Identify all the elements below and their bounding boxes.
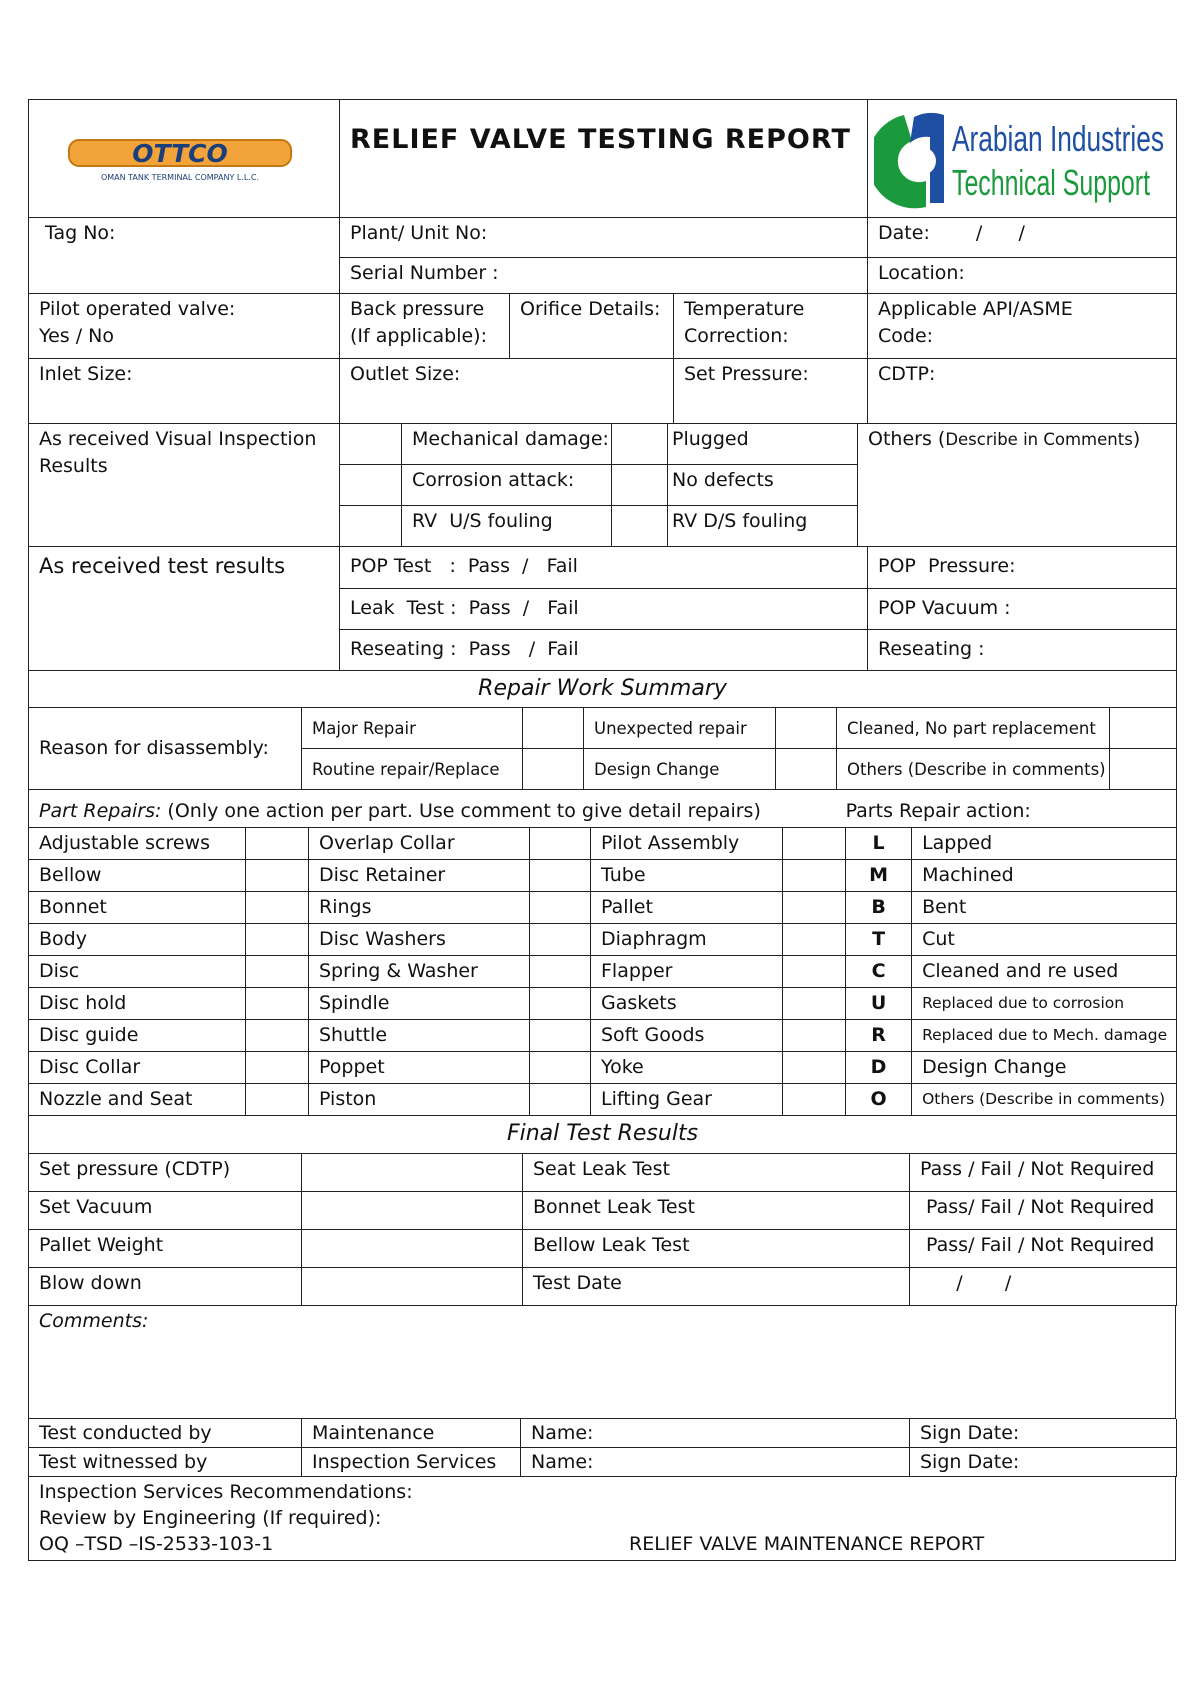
part-repairs-header-title: Part Repairs:	[39, 800, 162, 822]
back-pressure-label: Back pressure	[350, 297, 485, 320]
report-name-footer: RELIEF VALVE MAINTENANCE REPORT	[629, 1533, 985, 1555]
part-name-col3: Lifting Gear	[591, 1084, 783, 1116]
ottco-logo	[29, 100, 340, 218]
repair-summary-table	[28, 671, 1177, 791]
part-checkbox-col3[interactable]	[783, 1052, 846, 1084]
unexpected-repair-label: Unexpected repair	[584, 708, 776, 749]
part-checkbox-col1[interactable]	[246, 860, 309, 892]
action-label: Lapped	[912, 828, 1177, 860]
ottco-logo-subtext: OMAN TANK TERMINAL COMPANY L.L.C.	[100, 172, 260, 182]
part-checkbox-col1[interactable]	[246, 892, 309, 924]
action-label: Replaced due to corrosion	[912, 988, 1177, 1020]
doc-code: OQ –TSD –IS-2533-103-1	[39, 1533, 274, 1555]
signoff-table	[28, 1419, 1177, 1477]
final-test-value-field[interactable]	[302, 1153, 523, 1191]
others-close: )	[1132, 427, 1141, 450]
major-repair-label: Major Repair	[302, 708, 523, 749]
part-name-col3: Diaphragm	[591, 924, 783, 956]
ais-logo-line1: Arabian Industries	[952, 117, 1164, 159]
part-name-col1: Disc hold	[29, 988, 246, 1020]
part-checkbox-col1[interactable]	[246, 988, 309, 1020]
part-name-col2: Disc Retainer	[309, 860, 530, 892]
part-repair-row	[29, 892, 1177, 924]
part-name-col3: Gaskets	[591, 988, 783, 1020]
visual-inspection-label-1: As received Visual Inspection	[39, 427, 317, 450]
part-name-col1: Disc	[29, 956, 246, 988]
final-test-value-field[interactable]	[302, 1267, 523, 1305]
inlet-size-label: Inlet Size:	[39, 362, 133, 385]
part-checkbox-col1[interactable]	[246, 924, 309, 956]
header-table	[28, 99, 1177, 218]
action-label: Others (Describe in comments)	[912, 1084, 1177, 1116]
inlet-size-field[interactable]	[29, 358, 340, 423]
inspection-services-label: Inspection Services	[302, 1448, 521, 1477]
part-checkbox-col3[interactable]	[783, 956, 846, 988]
final-test-name: Seat Leak Test	[523, 1153, 910, 1191]
pilot-valve-field[interactable]	[29, 293, 340, 358]
sign-date-field-2[interactable]: Sign Date:	[910, 1448, 1177, 1477]
action-label: Replaced due to Mech. damage	[912, 1020, 1177, 1052]
final-test-row	[29, 1153, 1177, 1191]
part-repair-row	[29, 988, 1177, 1020]
comments-label: Comments:	[39, 1309, 149, 1332]
final-test-label: Set pressure (CDTP)	[29, 1153, 302, 1191]
location-label: Location:	[878, 261, 965, 284]
part-checkbox-col2[interactable]	[530, 924, 591, 956]
footer-line	[39, 1531, 1165, 1557]
final-test-value-field[interactable]	[302, 1229, 523, 1267]
part-repair-row	[29, 1020, 1177, 1052]
part-checkbox-col2[interactable]	[530, 1052, 591, 1084]
set-pressure-field[interactable]	[674, 358, 868, 423]
part-checkbox-col1[interactable]	[246, 1084, 309, 1116]
no-defects-label: No defects	[668, 465, 858, 506]
cdtp-field[interactable]	[868, 358, 1177, 423]
part-name-col3: Pallet	[591, 892, 783, 924]
received-test-label: As received test results	[29, 547, 340, 670]
action-code: T	[846, 924, 912, 956]
ais-logo-mark-hole	[908, 147, 936, 175]
final-test-result[interactable]: Pass/ Fail / Not Required	[910, 1229, 1177, 1267]
comments-table	[28, 1306, 1176, 1420]
plant-unit-label: Plant/ Unit No:	[350, 222, 488, 244]
part-checkbox-col2[interactable]	[530, 1084, 591, 1116]
parts-repair-action-header: Parts Repair action:	[846, 790, 1177, 828]
part-name-col2: Disc Washers	[309, 924, 530, 956]
action-code: M	[846, 860, 912, 892]
final-test-label: Pallet Weight	[29, 1229, 302, 1267]
final-test-result[interactable]: / /	[910, 1267, 1177, 1305]
reseating-value-field[interactable]: Reseating :	[868, 629, 1177, 670]
applicable-code-label-2: Code:	[878, 324, 934, 347]
part-name-col2: Spring & Washer	[309, 956, 530, 988]
major-repair-checkbox[interactable]	[523, 708, 584, 749]
date-label: Date:	[878, 222, 930, 244]
name-field-2[interactable]: Name:	[521, 1448, 910, 1477]
applicable-code-label: Applicable API/ASME	[878, 297, 1073, 320]
action-code: L	[846, 828, 912, 860]
ottco-logo-graphic	[67, 134, 297, 184]
orifice-field[interactable]	[510, 293, 674, 358]
part-checkbox-col3[interactable]	[783, 988, 846, 1020]
date-field[interactable]	[868, 218, 1177, 257]
received-test-table	[28, 547, 1177, 671]
part-name-col1: Disc guide	[29, 1020, 246, 1052]
pilot-valve-options: Yes / No	[39, 324, 114, 347]
part-checkbox-col3[interactable]	[783, 892, 846, 924]
part-name-col1: Nozzle and Seat	[29, 1084, 246, 1116]
design-change-checkbox[interactable]	[776, 749, 837, 790]
cleaned-no-part-checkbox[interactable]	[1110, 708, 1177, 749]
action-code: B	[846, 892, 912, 924]
leak-test-field[interactable]: Leak Test : Pass / Fail	[340, 588, 868, 629]
part-checkbox-col2[interactable]	[530, 1020, 591, 1052]
back-pressure-note: (If applicable):	[350, 324, 487, 347]
part-name-col3: Flapper	[591, 956, 783, 988]
part-checkbox-col1[interactable]	[246, 956, 309, 988]
part-name-col2: Poppet	[309, 1052, 530, 1084]
final-test-row	[29, 1229, 1177, 1267]
final-test-result[interactable]: Pass / Fail / Not Required	[910, 1153, 1177, 1191]
cdtp-label: CDTP:	[878, 362, 936, 385]
serial-number-field[interactable]	[340, 257, 868, 293]
part-name-col2: Rings	[309, 892, 530, 924]
part-repair-row	[29, 828, 1177, 860]
part-name-col1: Body	[29, 924, 246, 956]
plant-unit-field[interactable]	[340, 218, 868, 257]
action-label: Bent	[912, 892, 1177, 924]
action-label: Design Change	[912, 1052, 1177, 1084]
action-label: Cut	[912, 924, 1177, 956]
final-test-name: Test Date	[523, 1267, 910, 1305]
action-label: Machined	[912, 860, 1177, 892]
temperature-label-2: Correction:	[684, 324, 789, 347]
ottco-logo-text: OTTCO	[132, 138, 228, 168]
sign-date-field-1[interactable]: Sign Date:	[910, 1419, 1177, 1448]
temperature-field[interactable]	[674, 293, 868, 358]
report-form	[28, 99, 1176, 1561]
name-field-1[interactable]: Name:	[521, 1419, 910, 1448]
part-checkbox-col2[interactable]	[530, 988, 591, 1020]
rv-ds-fouling-label: RV D/S fouling	[668, 506, 858, 547]
visual-inspection-label	[29, 424, 340, 547]
rv-us-fouling-label: RV U/S fouling	[402, 506, 612, 547]
part-checkbox-col2[interactable]	[530, 892, 591, 924]
part-checkbox-col1[interactable]	[246, 1052, 309, 1084]
tag-no-field[interactable]	[29, 218, 340, 293]
part-name-col2: Spindle	[309, 988, 530, 1020]
outlet-size-field[interactable]	[340, 358, 674, 423]
part-checkbox-col3[interactable]	[783, 1084, 846, 1116]
final-test-label: Set Vacuum	[29, 1191, 302, 1229]
part-name-col1: Disc Collar	[29, 1052, 246, 1084]
action-code: R	[846, 1020, 912, 1052]
part-checkbox-col1[interactable]	[246, 1020, 309, 1052]
rv-ds-fouling-checkbox[interactable]	[612, 506, 668, 547]
ais-logo	[868, 100, 1177, 218]
cleaned-no-part-label: Cleaned, No part replacement	[837, 708, 1110, 749]
outlet-size-label: Outlet Size:	[350, 362, 461, 385]
visual-inspection-label-2: Results	[39, 454, 108, 477]
part-checkbox-col2[interactable]	[530, 860, 591, 892]
part-checkbox-col3[interactable]	[783, 1020, 846, 1052]
reseating-field[interactable]: Reseating : Pass / Fail	[340, 629, 868, 670]
part-name-col3: Tube	[591, 860, 783, 892]
part-repairs-header-note: (Only one action per part. Use comment to give detail repairs)	[161, 800, 761, 822]
part-repairs-table	[28, 790, 1177, 1116]
mechanical-damage-label: Mechanical damage:	[402, 424, 612, 465]
review-label: Review by Engineering (If required):	[39, 1507, 382, 1529]
part-checkbox-col2[interactable]	[530, 956, 591, 988]
part-repairs-header	[29, 790, 846, 828]
visual-inspection-table	[28, 424, 1177, 548]
ais-logo-line2: Technical Support	[952, 161, 1150, 203]
serial-number-label: Serial Number :	[350, 261, 499, 284]
repair-work-summary-heading: Repair Work Summary	[29, 671, 1177, 708]
corrosion-attack-checkbox[interactable]	[340, 465, 402, 506]
part-checkbox-col1[interactable]	[246, 828, 309, 860]
part-name-col1: Adjustable screws	[29, 828, 246, 860]
back-pressure-field[interactable]	[340, 293, 510, 358]
part-checkbox-col3[interactable]	[783, 860, 846, 892]
tag-no-label: Tag No:	[45, 222, 116, 244]
conducted-by-label: Test conducted by	[29, 1419, 302, 1448]
final-test-name: Bellow Leak Test	[523, 1229, 910, 1267]
action-code: O	[846, 1084, 912, 1116]
part-checkbox-col3[interactable]	[783, 924, 846, 956]
location-field[interactable]	[868, 257, 1177, 293]
maintenance-label: Maintenance	[302, 1419, 521, 1448]
action-code: C	[846, 956, 912, 988]
final-test-table	[28, 1116, 1177, 1306]
footer-table	[28, 1477, 1176, 1561]
final-test-name: Bonnet Leak Test	[523, 1191, 910, 1229]
part-name-col3: Yoke	[591, 1052, 783, 1084]
final-test-result[interactable]: Pass/ Fail / Not Required	[910, 1191, 1177, 1229]
final-test-results-heading: Final Test Results	[29, 1116, 1177, 1153]
pop-pressure-field[interactable]: POP Pressure:	[868, 547, 1177, 588]
routine-repair-checkbox[interactable]	[523, 749, 584, 790]
applicable-code-field[interactable]	[868, 293, 1177, 358]
rv-us-fouling-checkbox[interactable]	[340, 506, 402, 547]
others-field[interactable]	[858, 424, 1177, 547]
pop-test-field[interactable]: POP Test : Pass / Fail	[340, 547, 868, 588]
others-repair-checkbox[interactable]	[1110, 749, 1177, 790]
final-test-label: Blow down	[29, 1267, 302, 1305]
part-name-col2: Piston	[309, 1084, 530, 1116]
footer-block	[29, 1477, 1176, 1561]
part-name-col3: Soft Goods	[591, 1020, 783, 1052]
others-repair-label: Others (Describe in comments)	[837, 749, 1110, 790]
part-checkbox-col2[interactable]	[530, 828, 591, 860]
pilot-valve-label: Pilot operated valve:	[39, 297, 236, 320]
reason-disassembly-label: Reason for disassembly:	[29, 708, 302, 790]
part-checkbox-col3[interactable]	[783, 828, 846, 860]
report-title: RELIEF VALVE TESTING REPORT	[340, 100, 868, 218]
plugged-checkbox[interactable]	[612, 424, 668, 465]
date-slashes: / /	[975, 222, 1025, 244]
info-table	[28, 218, 1177, 424]
witnessed-by-label: Test witnessed by	[29, 1448, 302, 1477]
part-repair-row	[29, 860, 1177, 892]
ais-logo-graphic	[874, 103, 1170, 215]
others-note: Describe in Comments	[945, 429, 1133, 449]
plugged-label: Plugged	[668, 424, 858, 465]
orifice-label: Orifice Details:	[520, 297, 661, 320]
pop-vacuum-field[interactable]: POP Vacuum :	[868, 588, 1177, 629]
temperature-label: Temperature	[684, 297, 805, 320]
part-repair-row	[29, 1052, 1177, 1084]
part-name-col1: Bonnet	[29, 892, 246, 924]
part-repair-row	[29, 924, 1177, 956]
set-pressure-label: Set Pressure:	[684, 362, 809, 385]
part-name-col1: Bellow	[29, 860, 246, 892]
unexpected-repair-checkbox[interactable]	[776, 708, 837, 749]
final-test-row	[29, 1191, 1177, 1229]
action-code: D	[846, 1052, 912, 1084]
part-repair-row	[29, 956, 1177, 988]
mechanical-damage-checkbox[interactable]	[340, 424, 402, 465]
recommendations-label: Inspection Services Recommendations:	[39, 1481, 413, 1503]
routine-repair-label: Routine repair/Replace	[302, 749, 523, 790]
no-defects-checkbox[interactable]	[612, 465, 668, 506]
others-label: Others (	[868, 427, 946, 450]
part-name-col3: Pilot Assembly	[591, 828, 783, 860]
part-name-col2: Overlap Collar	[309, 828, 530, 860]
part-repair-row	[29, 1084, 1177, 1116]
final-test-row	[29, 1267, 1177, 1305]
action-label: Cleaned and re used	[912, 956, 1177, 988]
comments-field[interactable]	[29, 1306, 1176, 1419]
corrosion-attack-label: Corrosion attack:	[402, 465, 612, 506]
final-test-value-field[interactable]	[302, 1191, 523, 1229]
part-name-col2: Shuttle	[309, 1020, 530, 1052]
design-change-label: Design Change	[584, 749, 776, 790]
action-code: U	[846, 988, 912, 1020]
